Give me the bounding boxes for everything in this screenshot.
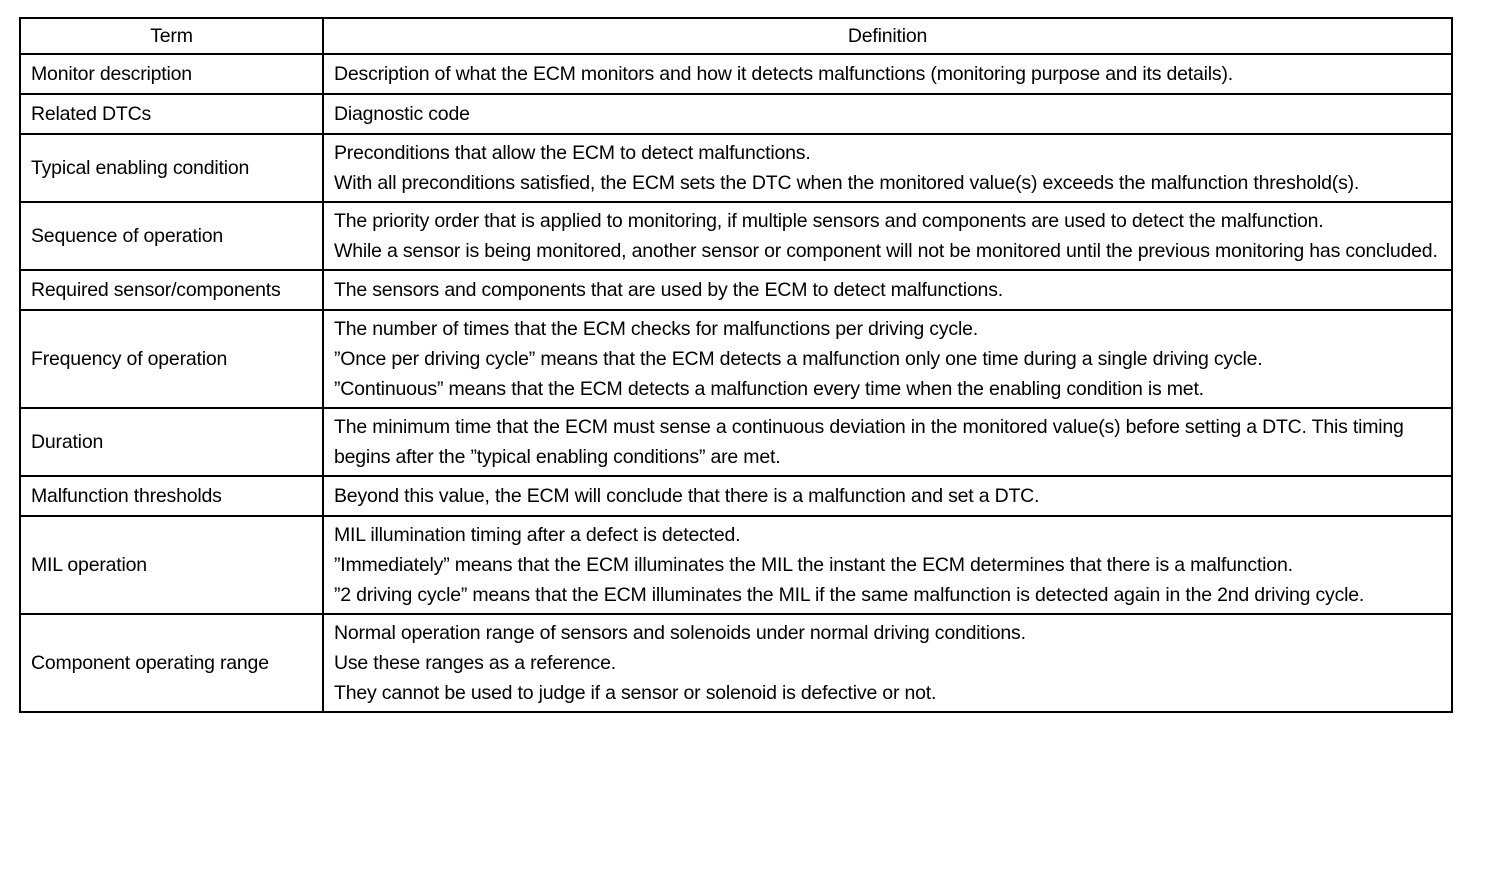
definition-line: ”Continuous” means that the ECM detects a malfunction every time when the enabling condition is met. <box>334 378 1204 400</box>
definition-line: ”2 driving cycle” means that the ECM illuminates the MIL if the same malfunction is detected again in the 2nd driving cycle. <box>334 584 1365 606</box>
term-cell: Component operating range <box>20 614 323 712</box>
term-cell: Sequence of operation <box>20 202 323 270</box>
term-cell: MIL operation <box>20 516 323 614</box>
definition-line: While a sensor is being monitored, another sensor or component will not be monitored until the previous monitoring has concluded. <box>334 240 1438 262</box>
term-cell: Required sensor/components <box>20 270 323 310</box>
table-header-row <box>20 18 1452 54</box>
definition-cell <box>323 54 1452 94</box>
table-body <box>20 54 1452 712</box>
header-definition: Definition <box>323 18 1452 54</box>
definition-line: Diagnostic code <box>334 103 470 125</box>
definition-line: Description of what the ECM monitors and how it detects malfunctions (monitoring purpose and its details). <box>334 63 1233 85</box>
table-row <box>20 134 1452 202</box>
definition-cell <box>323 202 1452 270</box>
definition-line: The minimum time that the ECM must sense a continuous deviation in the monitored value(s) before setting a DTC. This timing begins after the ”typical enabling conditions” are met. <box>334 416 1404 468</box>
table-row <box>20 310 1452 408</box>
table-row <box>20 614 1452 712</box>
definition-cell <box>323 270 1452 310</box>
definition-line: MIL illumination timing after a defect is detected. <box>334 524 741 546</box>
definition-cell <box>323 310 1452 408</box>
term-cell: Malfunction thresholds <box>20 476 323 516</box>
term-cell: Duration <box>20 408 323 476</box>
table-row <box>20 516 1452 614</box>
definition-line: ”Immediately” means that the ECM illuminates the MIL the instant the ECM determines that there is a malfunction. <box>334 554 1293 576</box>
definition-line: Use these ranges as a reference. <box>334 652 616 674</box>
table-row <box>20 202 1452 270</box>
table-row <box>20 408 1452 476</box>
definition-line: ”Once per driving cycle” means that the ECM detects a malfunction only one time during a single driving cycle. <box>334 348 1263 370</box>
definition-line: Beyond this value, the ECM will conclude that there is a malfunction and set a DTC. <box>334 485 1040 507</box>
definition-line: With all preconditions satisfied, the ECM sets the DTC when the monitored value(s) exceeds the malfunction threshold(s). <box>334 172 1360 194</box>
table-row <box>20 54 1452 94</box>
term-cell: Monitor description <box>20 54 323 94</box>
term-cell: Typical enabling condition <box>20 134 323 202</box>
table-row <box>20 94 1452 134</box>
table-row <box>20 476 1452 516</box>
definition-cell <box>323 614 1452 712</box>
definition-cell <box>323 516 1452 614</box>
definition-cell <box>323 408 1452 476</box>
definition-line: Preconditions that allow the ECM to detect malfunctions. <box>334 142 811 164</box>
definition-cell <box>323 134 1452 202</box>
definition-line: They cannot be used to judge if a sensor or solenoid is defective or not. <box>334 682 937 704</box>
definition-line: The number of times that the ECM checks for malfunctions per driving cycle. <box>334 318 978 340</box>
term-definition-table <box>19 17 1453 713</box>
definition-line: The sensors and components that are used by the ECM to detect malfunctions. <box>334 279 1003 301</box>
definition-cell <box>323 94 1452 134</box>
term-cell: Related DTCs <box>20 94 323 134</box>
table-row <box>20 270 1452 310</box>
term-cell: Frequency of operation <box>20 310 323 408</box>
definition-line: The priority order that is applied to monitoring, if multiple sensors and components are used to detect the malfunction. <box>334 210 1324 232</box>
definition-cell <box>323 476 1452 516</box>
definition-line: Normal operation range of sensors and solenoids under normal driving conditions. <box>334 622 1026 644</box>
header-term: Term <box>20 18 323 54</box>
